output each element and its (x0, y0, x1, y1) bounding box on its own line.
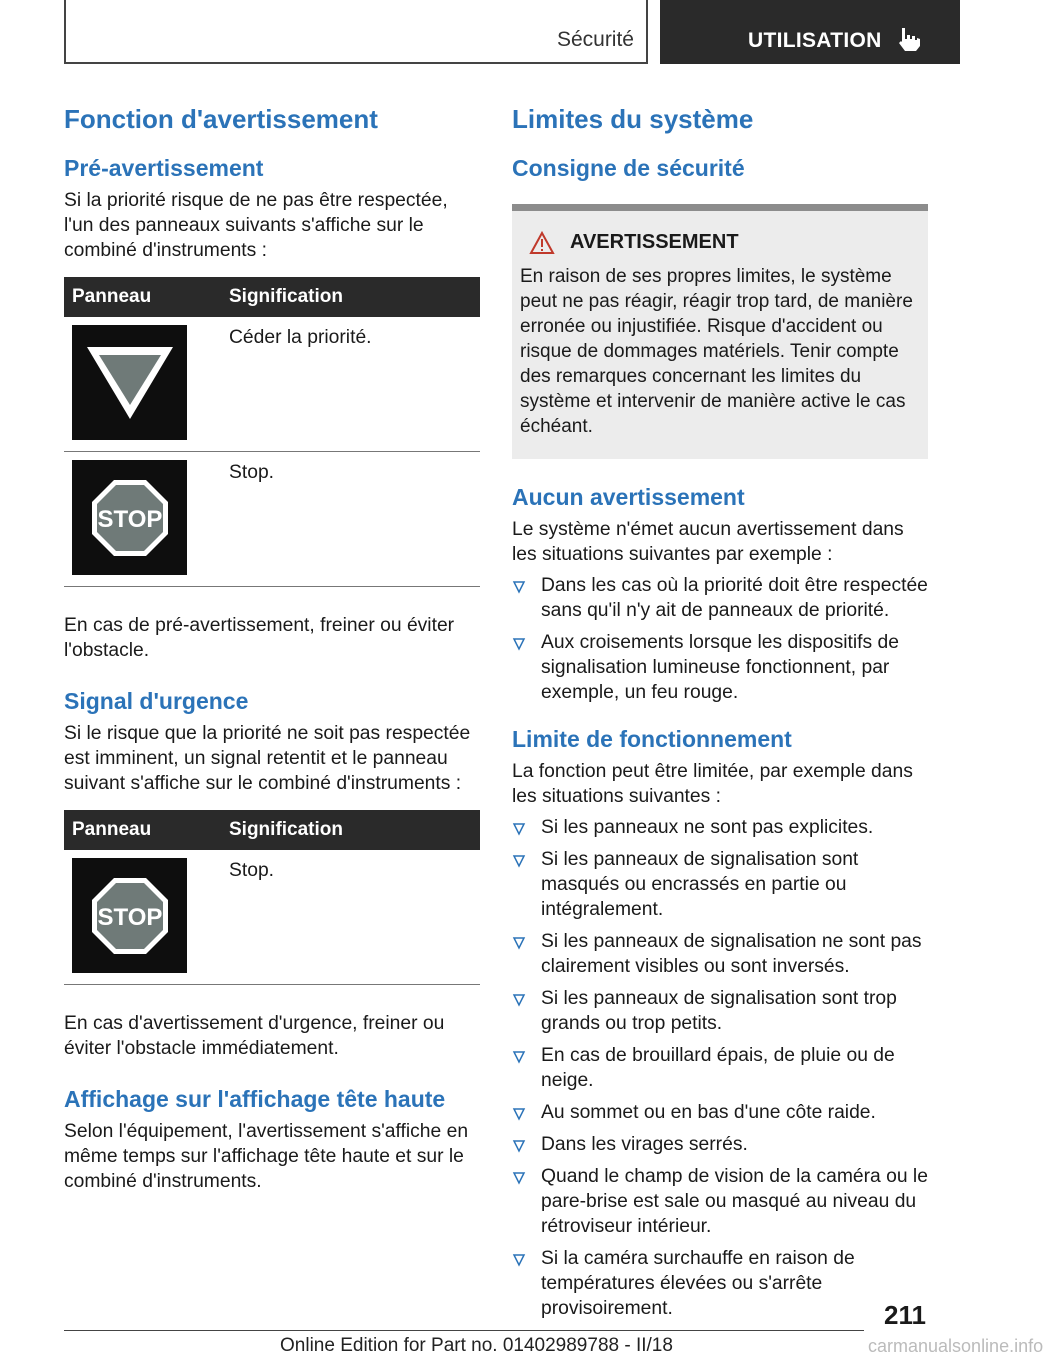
no-warning-heading: Aucun avertissement (512, 484, 745, 510)
yield-sign-icon (85, 343, 175, 423)
triangle-bullet-icon (513, 1140, 525, 1152)
list-item: Si les panneaux ne sont pas explicites. (512, 815, 928, 840)
no-warning-list (512, 573, 928, 705)
hud-text: Selon l'équipement, l'avertissement s'affiche en même temps sur l'affichage tête haute et sur le combiné d'instruments. (64, 1121, 469, 1192)
svg-text:STOP: STOP (97, 903, 162, 931)
stop-sign-icon (90, 876, 170, 956)
row-meaning: Stop. (229, 462, 275, 483)
header-section-box (64, 0, 648, 64)
list-item: Si la caméra surchauffe en raison de températures élevées ou s'arrête provisoirement. (512, 1246, 928, 1321)
footer-rule (64, 1330, 864, 1331)
row-meaning: Céder la priorité. (229, 327, 372, 348)
list-item: Si les panneaux de signalisation sont trop grands ou trop petits. (512, 986, 928, 1036)
section-title: Fonction d'avertissement (64, 104, 378, 134)
warning-text: En raison de ses propres limites, le système peut ne pas réagir, réagir trop tard, de manière erronée ou injustifiée. Risque d'accident ou risque de dommages matériels. Tenir compte des remarques concernant les limites du système et intervenir de manière active le cas échéant. (520, 266, 913, 437)
warning-triangle-icon (530, 232, 554, 254)
col-panneau: Panneau (72, 819, 152, 840)
svg-text:STOP: STOP (97, 505, 162, 533)
triangle-bullet-icon (513, 581, 525, 593)
col-signification: Signification (229, 819, 343, 840)
row-meaning: Stop. (229, 860, 275, 881)
triangle-bullet-icon (513, 1108, 525, 1120)
triangle-bullet-icon (513, 1051, 525, 1063)
triangle-bullet-icon (513, 1254, 525, 1266)
col-panneau: Panneau (72, 286, 152, 307)
header-section: Sécurité (556, 28, 634, 51)
pre-warning-intro: Si la priorité risque de ne pas être respectée, l'un des panneaux suivants s'affiche sur le combiné d'instruments : (64, 190, 448, 261)
list-item: Aux croisements lorsque les dispositifs de signalisation lumineuse fonctionnent, par exemple, un feu rouge. (512, 630, 928, 705)
no-warning-intro: Le système n'émet aucun avertissement dans les situations suivantes par exemple : (512, 519, 904, 565)
header-chapter-box (660, 0, 960, 64)
header-chapter: UTILISATION (748, 29, 882, 52)
pre-warning-table (64, 277, 480, 587)
emergency-heading: Signal d'urgence (64, 688, 249, 714)
pre-warning-heading: Pré-avertissement (64, 155, 264, 181)
list-item: Si les panneaux de signalisation sont masqués ou encrassés en partie ou intégralement. (512, 847, 928, 922)
warning-box (512, 204, 928, 459)
function-limit-intro: La fonction peut être limitée, par exemple dans les situations suivantes : (512, 761, 913, 807)
warning-title: AVERTISSEMENT (570, 231, 739, 253)
table-header (64, 810, 480, 850)
list-item: Dans les virages serrés. (512, 1132, 928, 1157)
list-item: Quand le champ de vision de la caméra ou le pare-brise est sale ou masqué au niveau du rétroviseur intérieur. (512, 1164, 928, 1239)
triangle-bullet-icon (513, 823, 525, 835)
emergency-intro: Si le risque que la priorité ne soit pas respectée est imminent, un signal retentit et le panneau suivant s'affiche sur le combiné d'instruments : (64, 723, 471, 794)
list-item: Dans les cas où la priorité doit être respectée sans qu'il n'y ait de panneaux de priorité. (512, 573, 928, 623)
left-column (64, 100, 480, 1194)
emergency-table (64, 810, 480, 985)
triangle-bullet-icon (513, 855, 525, 867)
hand-pointer-icon (896, 26, 922, 52)
col-signification: Signification (229, 286, 343, 307)
triangle-bullet-icon (513, 1172, 525, 1184)
emergency-after: En cas d'avertissement d'urgence, freiner ou éviter l'obstacle immédiatement. (64, 1013, 445, 1059)
limits-title: Limites du système (512, 104, 754, 134)
function-limit-heading: Limite de fonctionnement (512, 726, 792, 752)
right-column (512, 100, 928, 1328)
pre-warning-after: En cas de pré-avertissement, freiner ou éviter l'obstacle. (64, 615, 455, 661)
list-item: Si les panneaux de signalisation ne sont pas clairement visibles ou sont inversés. (512, 929, 928, 979)
table-header (64, 277, 480, 317)
safety-heading: Consigne de sécurité (512, 155, 745, 181)
list-item: En cas de brouillard épais, de pluie ou de neige. (512, 1043, 928, 1093)
watermark: carmanualsonline.info (868, 1336, 1043, 1356)
list-item: Au sommet ou en bas d'une côte raide. (512, 1100, 928, 1125)
triangle-bullet-icon (513, 937, 525, 949)
hud-heading: Affichage sur l'affichage tête haute (64, 1086, 446, 1112)
table-row (64, 850, 480, 985)
stop-sign-icon (90, 478, 170, 558)
footer-edition: Online Edition for Part no. 01402989788 - II/18 (280, 1335, 673, 1356)
table-row (64, 452, 480, 587)
function-limit-list (512, 815, 928, 1321)
table-row (64, 317, 480, 452)
page-number: 211 (884, 1300, 926, 1330)
triangle-bullet-icon (513, 638, 525, 650)
triangle-bullet-icon (513, 994, 525, 1006)
